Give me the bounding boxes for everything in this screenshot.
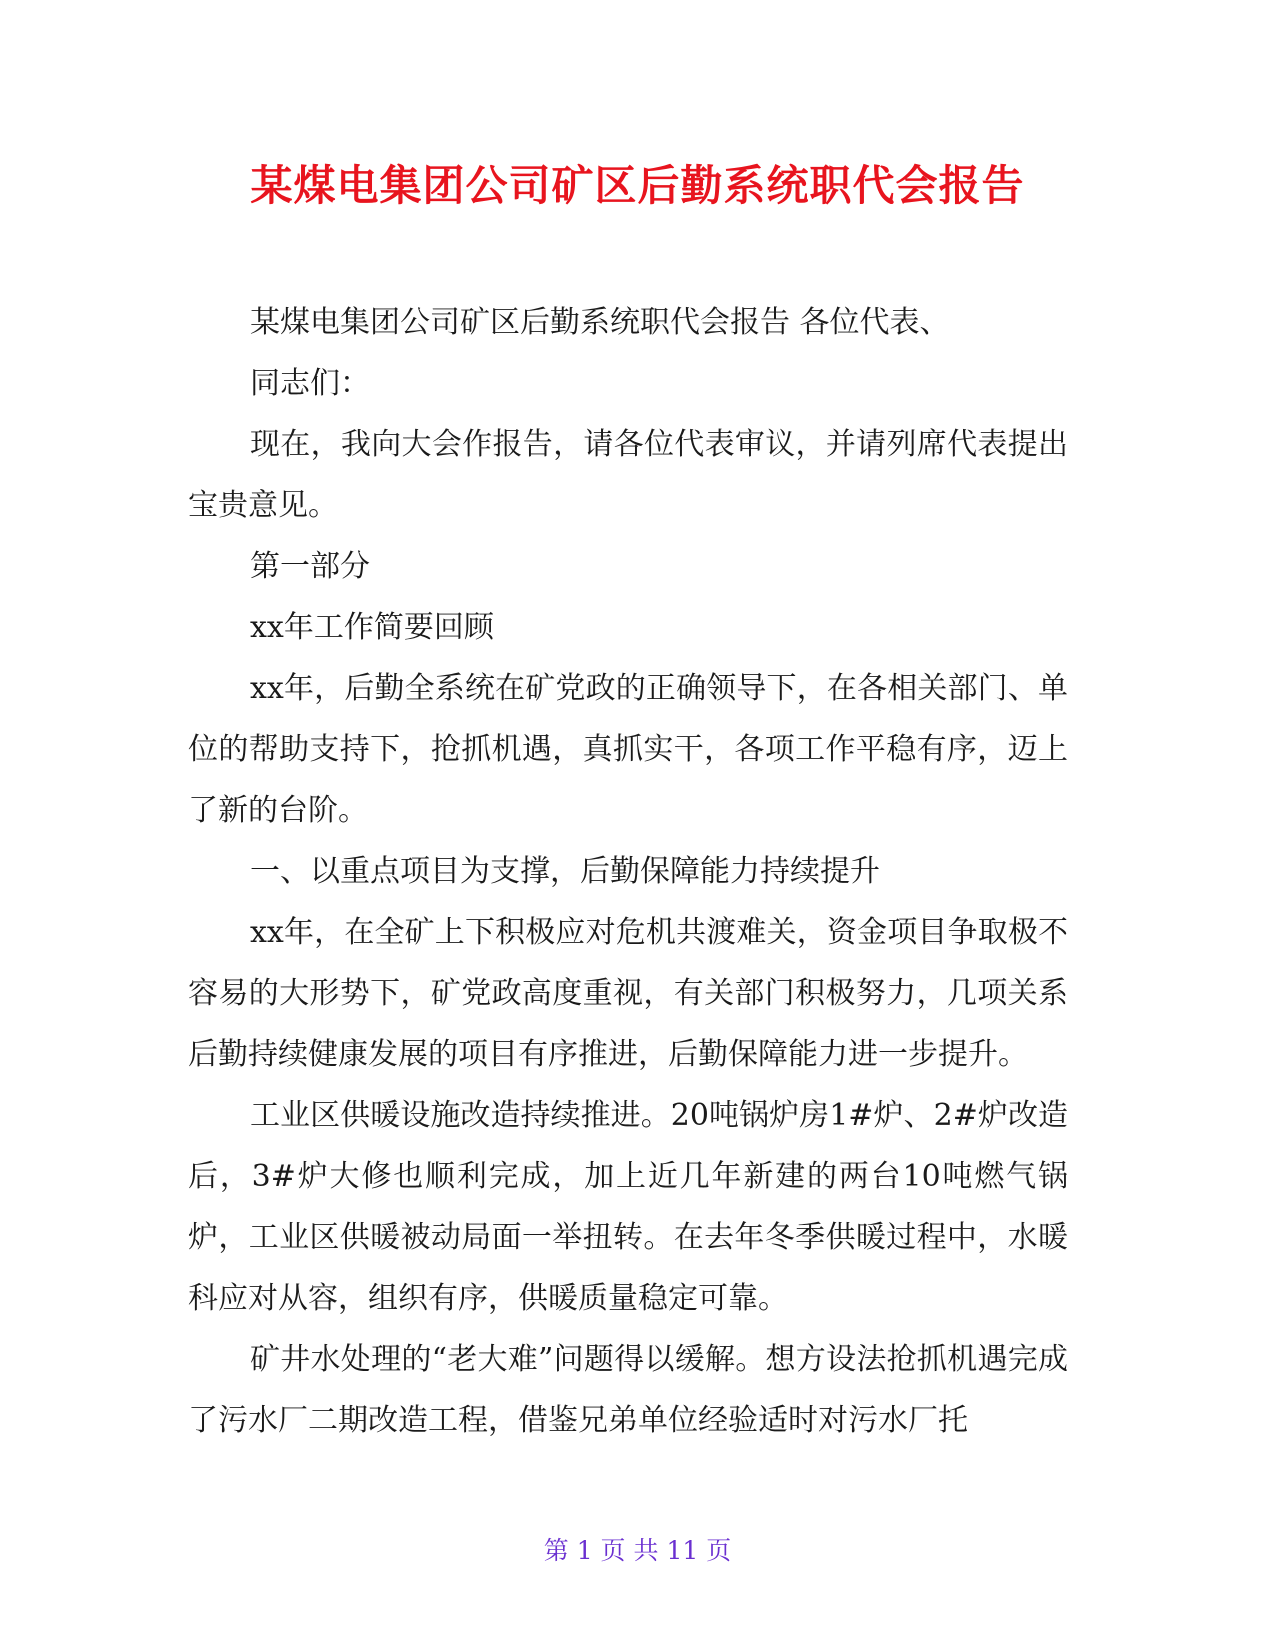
footer-page-label: 第	[543, 1536, 569, 1565]
paragraph-overview: xx年，后勤全系统在矿党政的正确领导下，在各相关部门、单位的帮助支持下，抢抓机遇，真抓实干，各项工作平稳有序，迈上了新的台阶。	[188, 671, 1068, 828]
paragraph-water-treatment: 矿井水处理的“老大难”问题得以缓解。想方设法抢抓机遇完成了污水厂二期改造工程，借鉴兄弟单位经验适时对污水厂托	[188, 1342, 1068, 1438]
page-number-footer	[0, 1534, 1275, 1568]
document-title: 某煤电集团公司矿区后勤系统职代会报告	[250, 161, 1025, 210]
footer-total-pages: 11	[666, 1536, 699, 1565]
paragraph-projects: xx年，在全矿上下积极应对危机共渡难关，资金项目争取极不容易的大形势下，矿党政高度重视，有关部门积极努力，几项关系后勤持续健康发展的项目有序推进，后勤保障能力进一步提升。	[188, 915, 1068, 1072]
section-heading-item-one: 一、以重点项目为支撑，后勤保障能力持续提升	[250, 854, 880, 889]
footer-total-label: 共	[633, 1536, 659, 1565]
paragraph-heating: 工业区供暖设施改造持续推进。20吨锅炉房1#炉、2#炉改造后，3#炉大修也顺利完成，加上近几年新建的两台10吨燃气锅炉，工业区供暖被动局面一举扭转。在去年冬季供暖过程中，水暖科应对从容，组织有序，供暖质量稳定可靠。	[188, 1098, 1068, 1316]
section-subheading-review: xx年工作简要回顾	[250, 610, 494, 645]
paragraph-greeting: 同志们：	[250, 366, 370, 401]
document-body	[188, 292, 1068, 1451]
footer-page-unit: 页	[600, 1536, 626, 1565]
footer-current-page: 1	[576, 1536, 593, 1565]
paragraph-salutation: 某煤电集团公司矿区后勤系统职代会报告 各位代表、	[250, 305, 950, 340]
paragraph-intro: 现在，我向大会作报告，请各位代表审议，并请列席代表提出宝贵意见。	[188, 427, 1068, 523]
footer-total-unit: 页	[706, 1536, 732, 1565]
section-heading-part-one: 第一部分	[250, 549, 370, 584]
